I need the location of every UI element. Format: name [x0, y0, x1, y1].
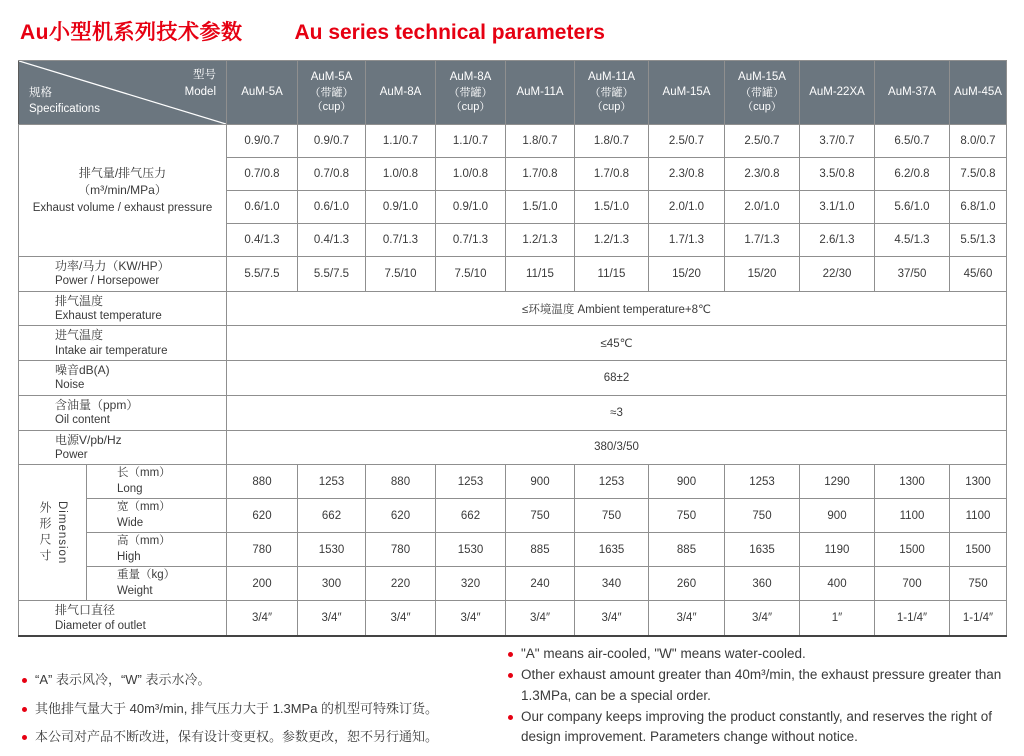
dimension-long-label-en: Long	[117, 482, 143, 495]
column-header-aum-15a-tank: AuM-15A （带罐） （cup）	[725, 61, 800, 125]
value-cell: 1300	[875, 465, 950, 499]
column-header-aum-5a: AuM-5A	[227, 61, 298, 125]
column-header-aum-22xa: AuM-22XA	[800, 61, 875, 125]
column-header-aum-11a: AuM-11A	[506, 61, 575, 125]
dimension-group-en: Dimension	[56, 501, 68, 565]
power-supply-label-zh: 电源V/pb/Hz	[55, 432, 122, 447]
dimension-high-label-en: High	[117, 550, 141, 563]
value-cell: 3/4″	[649, 601, 725, 636]
value-cell: 900	[649, 465, 725, 499]
footnote-text: “A” 表示风冷，“W” 表示水冷。	[35, 672, 211, 687]
value-cell: 0.9/1.0	[436, 191, 506, 224]
value-cell: 1253	[298, 465, 366, 499]
footnote-item	[22, 670, 492, 690]
value-cell: 1.2/1.3	[575, 224, 649, 257]
footnote-item	[22, 727, 492, 747]
value-cell: 885	[506, 533, 575, 567]
dimension-group-zh: 外形尺寸	[38, 500, 52, 565]
header-row	[19, 61, 1007, 125]
value-cell: 0.4/1.3	[227, 224, 298, 257]
value-cell: 3.7/0.7	[800, 125, 875, 158]
column-header-aum-11a-tank: AuM-11A （带罐） （cup）	[575, 61, 649, 125]
value-cell: 3/4″	[436, 601, 506, 636]
intake-temperature-label-zh: 进气温度	[55, 328, 104, 343]
value-cell: 1.1/0.7	[436, 125, 506, 158]
dimension-wide-label-zh: 宽（mm）	[117, 501, 171, 514]
footnotes-right	[508, 644, 1013, 756]
value-cell: 750	[506, 499, 575, 533]
column-header-aum-8a-tank: AuM-8A （带罐） （cup）	[436, 61, 506, 125]
value-cell: 340	[575, 567, 649, 601]
value-cell: 1635	[725, 533, 800, 567]
value-cell: 15/20	[725, 257, 800, 292]
exhaust-temperature-label-en: Exhaust temperature	[55, 309, 162, 322]
table-row-outlet	[19, 601, 1007, 636]
intake-temperature-value: ≤45℃	[227, 326, 1007, 361]
corner-model-label	[185, 67, 216, 100]
value-cell: 880	[366, 465, 436, 499]
value-cell: 11/15	[506, 257, 575, 292]
value-cell: 662	[436, 499, 506, 533]
value-cell: 1530	[298, 533, 366, 567]
value-cell: 0.9/0.7	[298, 125, 366, 158]
footnotes-left	[22, 670, 492, 756]
value-cell: 3/4″	[575, 601, 649, 636]
footnote-text: 本公司对产品不断改进，保有设计变更权。参数更改，恕不另行通知。	[35, 729, 439, 744]
power-supply-label-en: Power	[55, 448, 88, 461]
corner-spec-label	[29, 85, 100, 118]
value-cell: 7.5/10	[366, 257, 436, 292]
value-cell: 0.7/0.8	[298, 158, 366, 191]
value-cell: 900	[506, 465, 575, 499]
value-cell: 1635	[575, 533, 649, 567]
value-cell: 5.5/7.5	[298, 257, 366, 292]
value-cell: 1253	[436, 465, 506, 499]
value-cell: 2.5/0.7	[725, 125, 800, 158]
value-cell: 3/4″	[725, 601, 800, 636]
value-cell: 2.6/1.3	[800, 224, 875, 257]
value-cell: 1-1/4″	[875, 601, 950, 636]
page-title	[20, 16, 1010, 46]
exhaust-temperature-label	[19, 291, 227, 326]
value-cell: 3.5/0.8	[800, 158, 875, 191]
value-cell: 4.5/1.3	[875, 224, 950, 257]
value-cell: 0.7/1.3	[366, 224, 436, 257]
corner-cell	[19, 61, 227, 125]
value-cell: 0.6/1.0	[227, 191, 298, 224]
dimension-high-label	[87, 533, 227, 567]
table-row-oil-content	[19, 395, 1007, 430]
oil-content-value: ≈3	[227, 395, 1007, 430]
value-cell: 2.5/0.7	[649, 125, 725, 158]
table-row-dimension-high	[19, 533, 1007, 567]
value-cell: 1″	[800, 601, 875, 636]
power-hp-label	[19, 257, 227, 292]
value-cell: 240	[506, 567, 575, 601]
noise-label-en: Noise	[55, 379, 85, 392]
column-header-aum-37a: AuM-37A	[875, 61, 950, 125]
value-cell: 750	[725, 499, 800, 533]
column-header-aum-45a: AuM-45A	[950, 61, 1007, 125]
value-cell: 1300	[950, 465, 1007, 499]
value-cell: 2.0/1.0	[725, 191, 800, 224]
corner-spec-en: Specifications	[29, 103, 100, 116]
dimension-long-label	[87, 465, 227, 499]
value-cell: 1.5/1.0	[575, 191, 649, 224]
value-cell: 1500	[875, 533, 950, 567]
value-cell: 3/4″	[506, 601, 575, 636]
value-cell: 780	[366, 533, 436, 567]
table-row-dimension-wide	[19, 499, 1007, 533]
footnote-text: 其他排气量大于 40m³/min, 排气压力大于 1.3MPa 的机型可特殊订货。	[35, 700, 439, 716]
value-cell: 260	[649, 567, 725, 601]
value-cell: 1530	[436, 533, 506, 567]
value-cell: 220	[366, 567, 436, 601]
value-cell: 1-1/4″	[950, 601, 1007, 636]
exhaust-temperature-label-zh: 排气温度	[55, 293, 104, 308]
value-cell: 5.5/7.5	[227, 257, 298, 292]
footnote-item	[22, 699, 492, 719]
value-cell: 7.5/0.8	[950, 158, 1007, 191]
value-cell: 2.3/0.8	[649, 158, 725, 191]
value-cell: 2.0/1.0	[649, 191, 725, 224]
value-cell: 3/4″	[298, 601, 366, 636]
footnote-text: Other exhaust amount greater than 40m³/min, the exhaust pressure greater than 1.3MPa, can be a special order.	[521, 667, 1002, 703]
value-cell: 1.1/0.7	[366, 125, 436, 158]
outlet-label	[19, 601, 227, 636]
footnote-item	[508, 707, 1013, 748]
corner-spec-zh: 规格	[29, 86, 52, 99]
table-row-exhaust-temperature	[19, 291, 1007, 326]
value-cell: 1.0/0.8	[436, 158, 506, 191]
value-cell: 1290	[800, 465, 875, 499]
value-cell: 1500	[950, 533, 1007, 567]
value-cell: 11/15	[575, 257, 649, 292]
value-cell: 6.5/0.7	[875, 125, 950, 158]
value-cell: 780	[227, 533, 298, 567]
table-row-noise	[19, 361, 1007, 396]
value-cell: 620	[227, 499, 298, 533]
value-cell: 2.3/0.8	[725, 158, 800, 191]
value-cell: 1253	[725, 465, 800, 499]
value-cell: 6.2/0.8	[875, 158, 950, 191]
footnote-text: "A" means air-cooled, "W" means water-cooled.	[521, 646, 806, 661]
exhaust-temperature-value: ≤环境温度 Ambient temperature+8℃	[227, 291, 1007, 326]
value-cell: 750	[950, 567, 1007, 601]
table-row-power-hp	[19, 257, 1007, 292]
value-cell: 3.1/1.0	[800, 191, 875, 224]
page-title-zh: Au小型机系列技术参数	[20, 21, 243, 44]
value-cell: 1.7/1.3	[649, 224, 725, 257]
value-cell: 320	[436, 567, 506, 601]
dimension-high-label-zh: 高（mm）	[117, 535, 171, 548]
dimension-wide-label	[87, 499, 227, 533]
value-cell: 1.8/0.7	[506, 125, 575, 158]
value-cell: 885	[649, 533, 725, 567]
outlet-label-zh: 排气口直径	[55, 603, 116, 618]
corner-model-zh: 型号	[193, 69, 216, 81]
value-cell: 900	[800, 499, 875, 533]
value-cell: 750	[649, 499, 725, 533]
value-cell: 620	[366, 499, 436, 533]
value-cell: 3/4″	[366, 601, 436, 636]
value-cell: 0.9/1.0	[366, 191, 436, 224]
value-cell: 5.5/1.3	[950, 224, 1007, 257]
oil-content-label	[19, 395, 227, 430]
power-hp-label-zh: 功率/马力（KW/HP）	[55, 259, 170, 273]
value-cell: 0.6/1.0	[298, 191, 366, 224]
value-cell: 15/20	[649, 257, 725, 292]
power-supply-label	[19, 430, 227, 465]
dimension-weight-label	[87, 567, 227, 601]
exhaust-volume-label	[19, 125, 227, 257]
value-cell: 1100	[950, 499, 1007, 533]
dimension-long-label-zh: 长（mm）	[117, 467, 171, 480]
value-cell: 37/50	[875, 257, 950, 292]
exhaust-volume-label-unit: （m³/min/MPa）	[78, 183, 167, 198]
value-cell: 360	[725, 567, 800, 601]
footnote-item	[508, 644, 1013, 664]
exhaust-volume-label-zh: 排气量/排气压力	[78, 165, 167, 180]
value-cell: 45/60	[950, 257, 1007, 292]
value-cell: 1190	[800, 533, 875, 567]
value-cell: 3/4″	[227, 601, 298, 636]
value-cell: 1.7/0.8	[575, 158, 649, 191]
oil-content-label-zh: 含油量（ppm）	[55, 397, 139, 412]
power-hp-label-en: Power / Horsepower	[55, 275, 160, 288]
column-header-aum-15a: AuM-15A	[649, 61, 725, 125]
value-cell: 8.0/0.7	[950, 125, 1007, 158]
dimension-group-label	[19, 465, 87, 601]
exhaust-volume-label-en: Exhaust volume / exhaust pressure	[32, 201, 213, 214]
value-cell: 1.0/0.8	[366, 158, 436, 191]
noise-label	[19, 361, 227, 396]
value-cell: 5.6/1.0	[875, 191, 950, 224]
value-cell: 1253	[575, 465, 649, 499]
value-cell: 0.4/1.3	[298, 224, 366, 257]
intake-temperature-label	[19, 326, 227, 361]
value-cell: 0.7/0.8	[227, 158, 298, 191]
outlet-label-en: Diameter of outlet	[55, 619, 146, 632]
value-cell: 400	[800, 567, 875, 601]
value-cell: 0.7/1.3	[436, 224, 506, 257]
value-cell: 1.8/0.7	[575, 125, 649, 158]
parameters-table	[18, 60, 1007, 637]
oil-content-label-en: Oil content	[55, 414, 110, 426]
value-cell: 1.7/0.8	[506, 158, 575, 191]
value-cell: 750	[575, 499, 649, 533]
table-row-exhaust-volume-1	[19, 125, 1007, 158]
dimension-weight-label-zh: 重量（kg）	[117, 569, 176, 582]
column-header-aum-8a: AuM-8A	[366, 61, 436, 125]
table-row-dimension-long	[19, 465, 1007, 499]
corner-model-en: Model	[184, 85, 216, 98]
noise-label-zh: 噪音dB(A)	[55, 363, 110, 378]
value-cell: 0.9/0.7	[227, 125, 298, 158]
power-supply-value: 380/3/50	[227, 430, 1007, 465]
value-cell: 662	[298, 499, 366, 533]
dimension-weight-label-en: Weight	[117, 584, 153, 597]
page-title-en: Au series technical parameters	[294, 21, 605, 44]
footnote-item	[508, 665, 1013, 706]
value-cell: 1.5/1.0	[506, 191, 575, 224]
value-cell: 1100	[875, 499, 950, 533]
dimension-wide-label-en: Wide	[117, 516, 144, 529]
table-row-dimension-weight	[19, 567, 1007, 601]
value-cell: 700	[875, 567, 950, 601]
table-row-power-supply	[19, 430, 1007, 465]
value-cell: 880	[227, 465, 298, 499]
value-cell: 22/30	[800, 257, 875, 292]
footnotes	[0, 640, 1024, 756]
value-cell: 1.2/1.3	[506, 224, 575, 257]
table-row-intake-temperature	[19, 326, 1007, 361]
footnote-text: Our company keeps improving the product constantly, and reserves the right of design improvement. Parameters change without notice.	[521, 708, 992, 744]
noise-value: 68±2	[227, 361, 1007, 396]
value-cell: 1.7/1.3	[725, 224, 800, 257]
value-cell: 6.8/1.0	[950, 191, 1007, 224]
intake-temperature-label-en: Intake air temperature	[55, 344, 168, 357]
value-cell: 200	[227, 567, 298, 601]
value-cell: 7.5/10	[436, 257, 506, 292]
column-header-aum-5a-tank: AuM-5A （带罐） （cup）	[298, 61, 366, 125]
value-cell: 300	[298, 567, 366, 601]
